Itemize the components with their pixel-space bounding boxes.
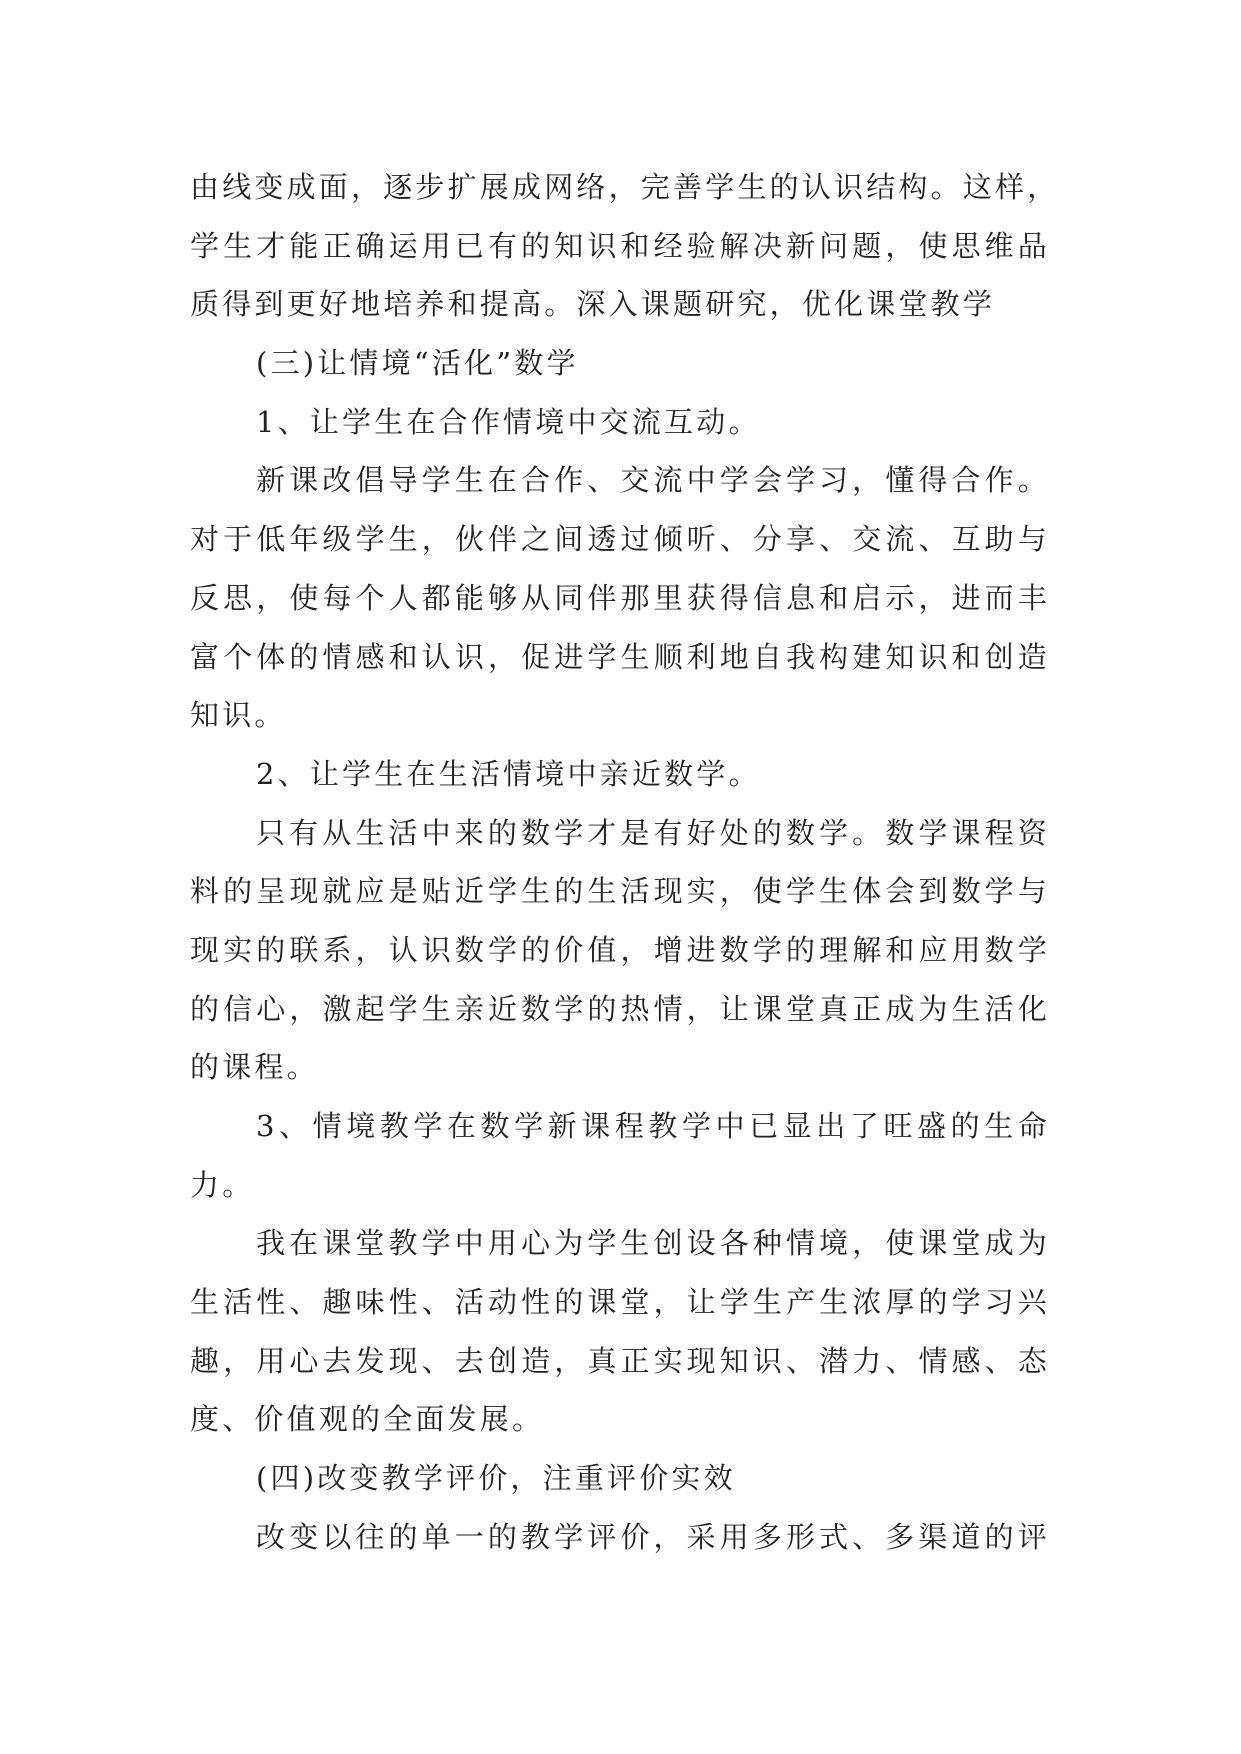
text-line: 改变以往的单一的教学评价，采用多形式、多渠道的评	[256, 1519, 1050, 1554]
text-line: 由线变成面，逐步扩展成网络，完善学生的认识结构。这样，	[190, 170, 1060, 204]
text-line: 1、让学生在合作情境中交流互动。	[256, 404, 761, 439]
text-line: 新课改倡导学生在合作、交流中学会学习，懂得合作。	[256, 463, 1050, 498]
text-line: 度、价值观的全面发展。	[190, 1402, 545, 1437]
text-line: 力。	[190, 1167, 255, 1202]
text-line: 反思，使每个人都能够从同伴那里获得信息和启示，进而丰	[190, 580, 1050, 615]
text-line: 质得到更好地培养和提高。深入课题研究，优化课堂教学	[190, 287, 996, 322]
text-line: 的信心，激起学生亲近数学的热情，让课堂真正成为生活化	[190, 991, 1050, 1026]
text-line: 现实的联系，认识数学的价值，增进数学的理解和应用数学	[190, 932, 1050, 967]
text-line: 我在课堂教学中用心为学生创设各种情境，使课堂成为	[256, 1226, 1050, 1261]
text-line: 对于低年级学生，伙伴之间透过倾听、分享、交流、互助与	[190, 522, 1050, 557]
text-line: 知识。	[190, 698, 287, 733]
body-text	[190, 158, 1060, 1567]
text-line: (四)改变教学评价，注重评价实效	[256, 1461, 736, 1496]
text-line: 学生才能正确运用已有的知识和经验解决新问题，使思维品	[190, 228, 1050, 263]
text-line: (三)让情境“活化”数学	[256, 346, 579, 381]
text-line: 只有从生活中来的数学才是有好处的数学。数学课程资	[256, 815, 1050, 850]
text-line: 料的呈现就应是贴近学生的生活现实，使学生体会到数学与	[190, 874, 1050, 909]
text-line: 3、情境教学在数学新课程教学中已显出了旺盛的生命	[256, 1109, 1050, 1143]
text-line: 趣，用心去发现、去创造，真正实现知识、潜力、情感、态	[190, 1343, 1050, 1378]
text-line: 的课程。	[190, 1050, 319, 1085]
text-line: 2、让学生在生活情境中亲近数学。	[256, 756, 761, 791]
text-line: 生活性、趣味性、活动性的课堂，让学生产生浓厚的学习兴	[190, 1285, 1050, 1320]
text-line: 富个体的情感和认识，促进学生顺利地自我构建知识和创造	[190, 639, 1050, 674]
